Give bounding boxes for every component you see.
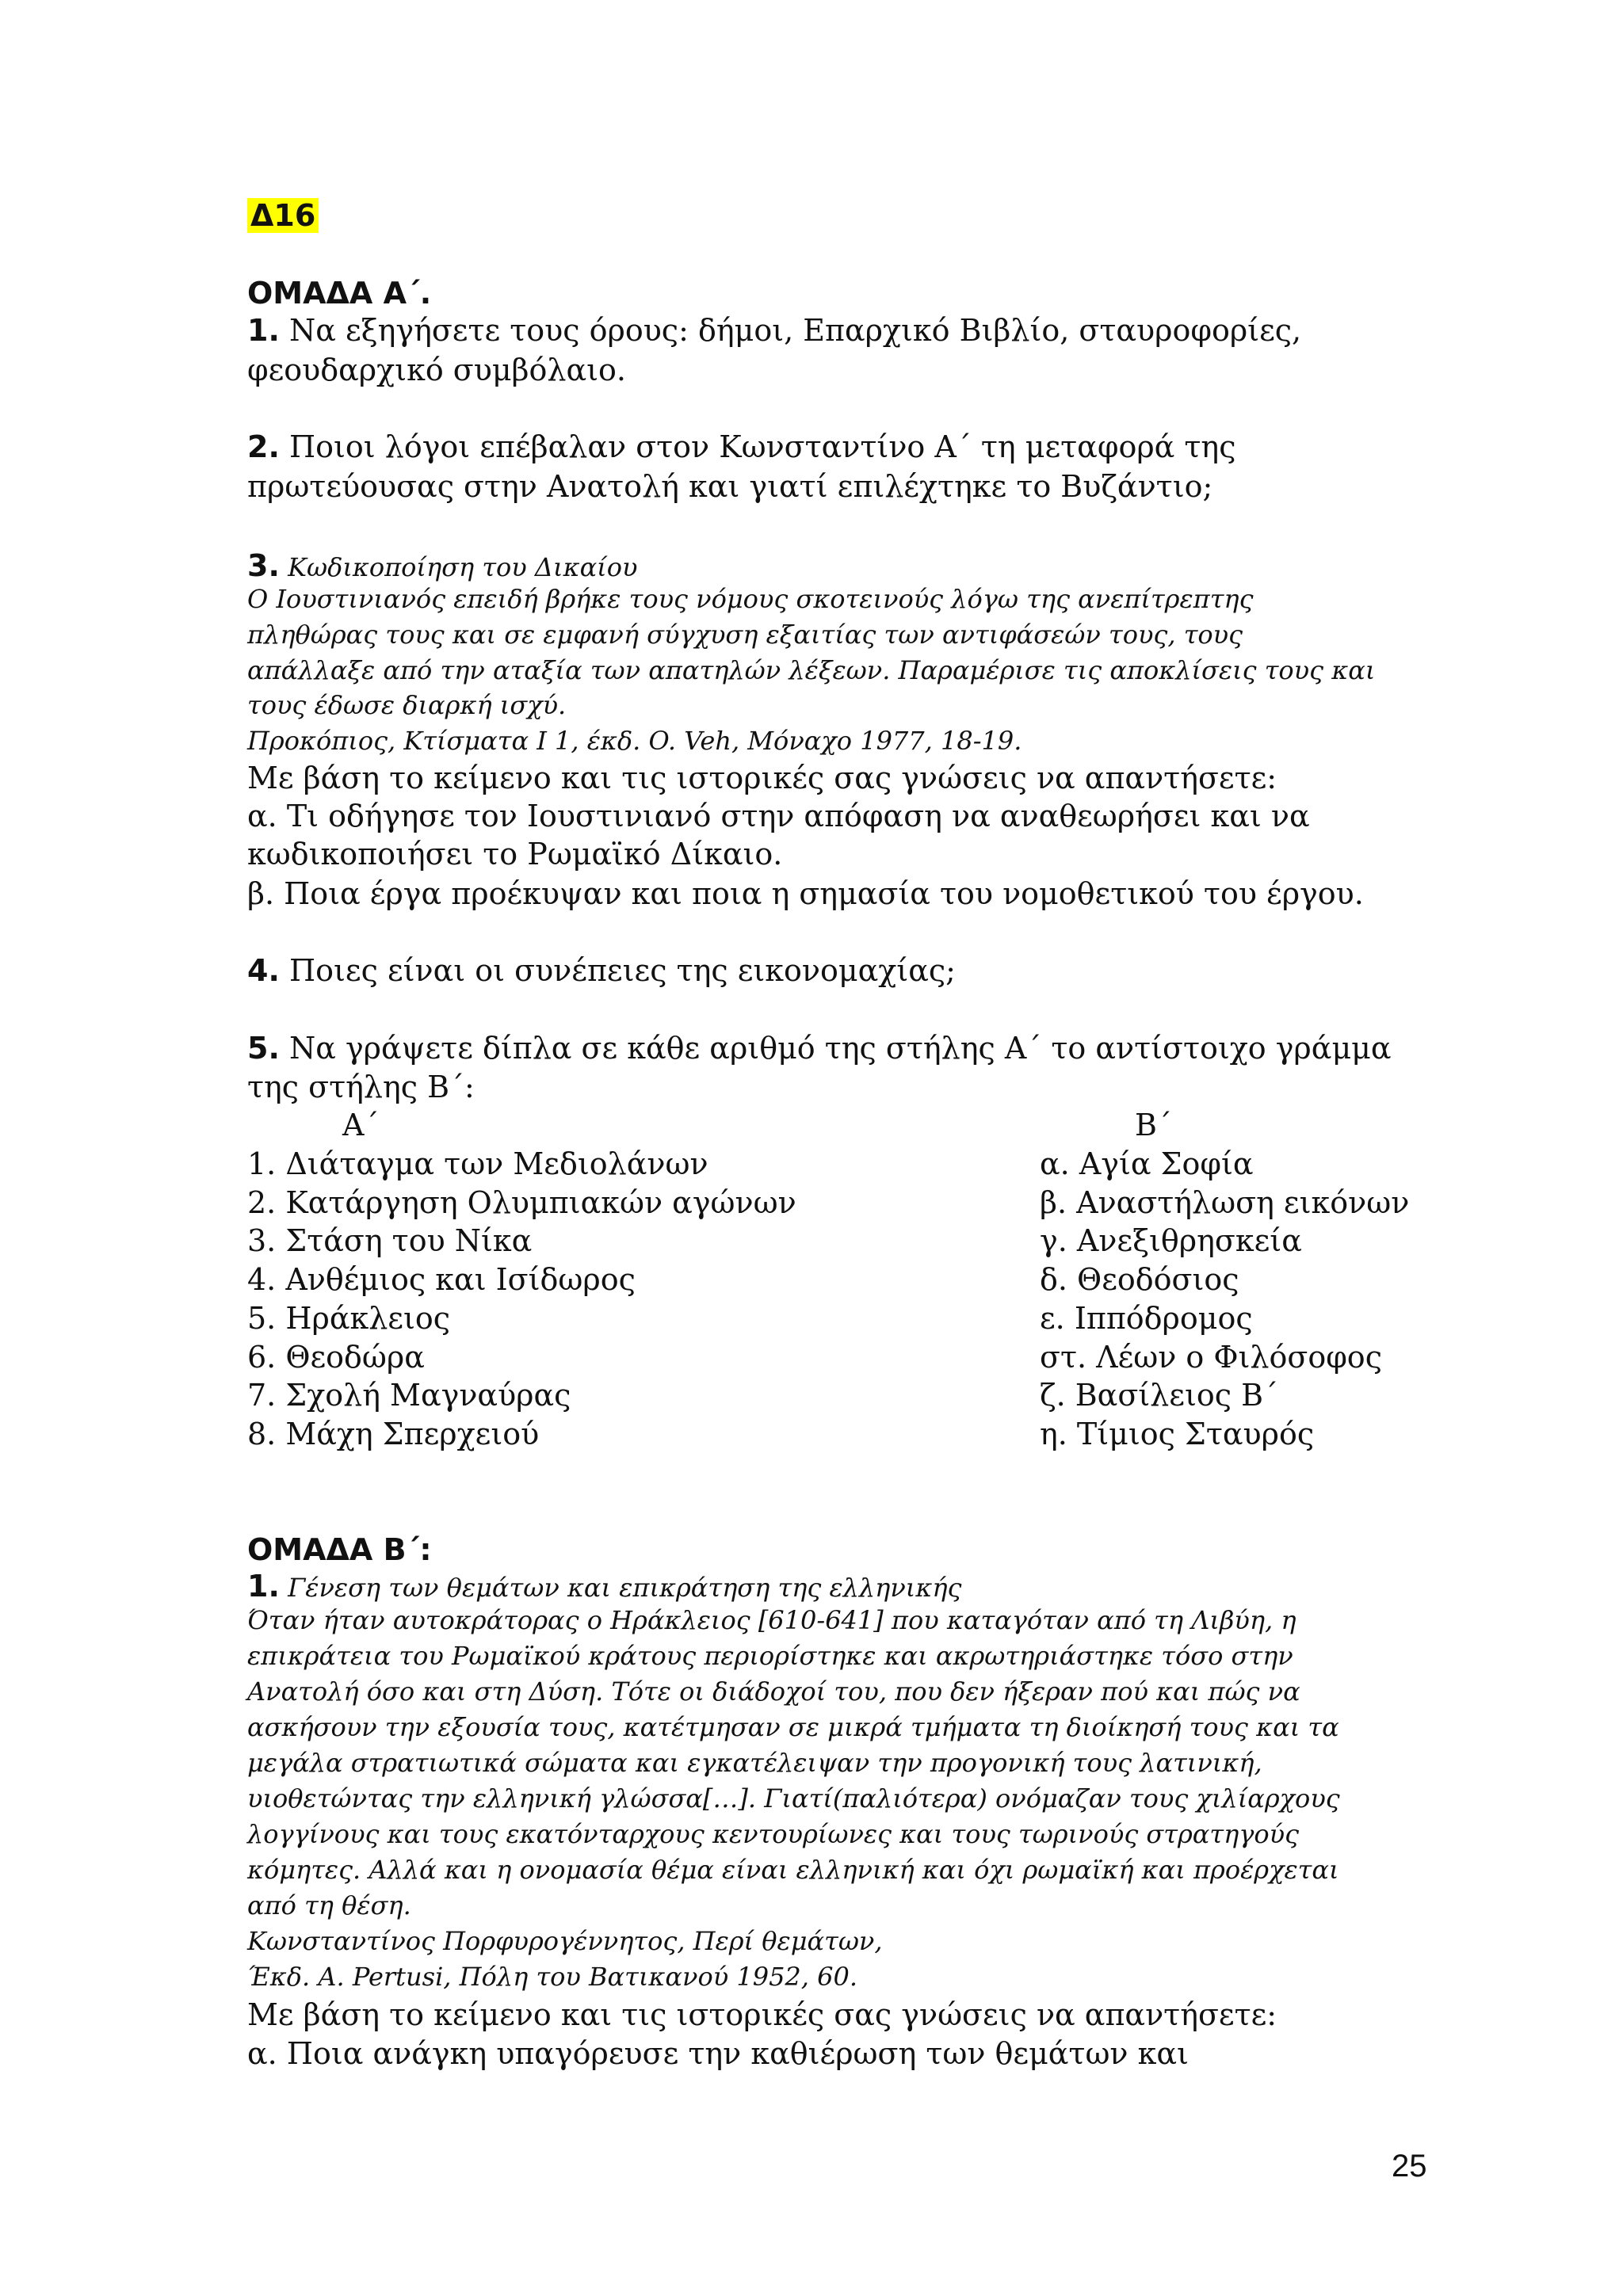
column-b-item: ε. Ιππόδρομος [1040,1301,1253,1336]
question-text: Να εξηγήσετε τους όρους: δήμοι, Επαρχικό Βιβλίο, σταυροφορίες, [288,313,1302,348]
source-title: Γένεση των θεμάτων και επικράτηση της ελληνικής [288,1573,962,1603]
question-text: Ποιοι λόγοι επέβαλαν στον Κωνσταντίνο Α΄ τη μεταφορά της [288,429,1236,464]
group-b-q1-source-line: ασκήσουν την εξουσία τους, κατέτμησαν σε μικρά τμήματα τη διοίκησή τους και τα [247,1712,1339,1742]
question-number: 5. [247,1031,280,1066]
column-a-item: 4. Ανθέμιος και Ισίδωρος [247,1262,636,1297]
group-b-q1-source-line: μεγάλα στρατιωτικά σώματα και εγκατέλειψαν την προγονική τους λατινική, [247,1748,1262,1778]
group-a-q3-prompt: Με βάση το κείμενο και τις ιστορικές σας γνώσεις να απαντήσετε: [247,761,1277,795]
group-a-q4 [247,952,956,990]
column-b-item: δ. Θεοδόσιος [1040,1262,1239,1297]
group-a-q3-title [247,547,637,585]
group-a-q3-source-line: Ο Ιουστινιανός επειδή βρήκε τους νόμους σκοτεινούς λόγω της ανεπίτρεπτης [247,584,1254,614]
group-a-q3-subquestion-b: β. Ποια έργα προέκυψαν και ποια η σημασία του νομοθετικού του έργου. [247,876,1364,911]
group-a-q5-line1 [247,1029,1392,1067]
source-title: Κωδικοποίηση του Δικαίου [288,552,638,582]
group-a-q1-line2: φεουδαρχικό συμβόλαιο. [247,353,626,387]
column-a-item: 6. Θεοδώρα [247,1340,425,1375]
group-b-q1-source-line: από τη θέση. [247,1890,411,1920]
column-b-item: στ. Λέων ο Φιλόσοφος [1040,1340,1382,1375]
document-label [247,196,319,235]
question-number: 4. [247,953,280,988]
group-a-q3-source-line: απάλλαξε από την αταξία των απατηλών λέξεων. Παραμέρισε τις αποκλίσεις τους και [247,655,1376,685]
column-b-item: α. Αγία Σοφία [1040,1146,1254,1181]
highlighted-label: Δ16 [247,198,319,233]
group-a-q2-line2: πρωτεύουσας στην Ανατολή και γιατί επιλέχτηκε το Βυζάντιο; [247,469,1213,504]
group-b-q1-citation: Έκδ. A. Pertusi, Πόλη του Βατικανού 1952, 60. [247,1962,858,1992]
question-text: Να γράψετε δίπλα σε κάθε αριθμό της στήλης Α΄ το αντίστοιχο γράμμα [288,1031,1392,1066]
group-b-q1-title [247,1567,961,1606]
column-a-item: 1. Διάταγμα των Μεδιολάνων [247,1146,708,1181]
column-b-item: γ. Ανεξιθρησκεία [1040,1223,1302,1258]
group-a-q3-source-line: τους έδωσε διαρκή ισχύ. [247,690,567,720]
question-number: 3. [247,548,280,583]
group-b-q1-subquestion-a: α. Ποια ανάγκη υπαγόρευσε την καθιέρωση των θεμάτων και [247,2036,1189,2071]
group-a-q3-subquestion-a: α. Τι οδήγησε τον Ιουστινιανό στην απόφαση να αναθεωρήσει και να [247,799,1310,833]
group-a-q5-line2: της στήλης Β΄: [247,1070,475,1104]
group-a-q3-subquestion-a-cont: κωδικοποιήσει το Ρωμαϊκό Δίκαιο. [247,837,783,871]
group-b-q1-source-line: υιοθετώντας την ελληνική γλώσσα[…]. Γιατί(παλιότερα) ονόμαζαν τους χιλίαρχους [247,1783,1340,1814]
column-a-item: 2. Κατάργηση Ολυμπιακών αγώνων [247,1185,796,1220]
group-b-q1-source-line: επικράτεια του Ρωμαϊκού κράτους περιορίστηκε και ακρωτηριάστηκε τόσο στην [247,1641,1293,1671]
group-b-q1-citation: Κωνσταντίνος Πορφυρογέννητος, Περί θεμάτων, [247,1926,883,1956]
group-b-q1-source-line: λογγίνους και τους εκατόνταρχους κεντουρίωνες και τους τωρινούς στρατηγούς [247,1819,1300,1849]
column-b-item: β. Αναστήλωση εικόνων [1040,1185,1410,1220]
group-b-q1-prompt: Με βάση το κείμενο και τις ιστορικές σας γνώσεις να απαντήσετε: [247,1997,1277,2032]
question-number: 2. [247,429,280,464]
group-a-heading: ΟΜΑΔΑ Α΄. [247,276,432,311]
group-a-q2-line1 [247,428,1235,466]
question-text: Ποιες είναι οι συνέπειες της εικονομαχίας; [288,953,956,988]
column-a-item: 7. Σχολή Μαγναύρας [247,1378,571,1413]
group-b-q1-source-line: Όταν ήταν αυτοκράτορας ο Ηράκλειος [610-641] που καταγόταν από τη Λιβύη, η [247,1605,1296,1635]
group-a-q1-line1 [247,311,1301,349]
question-number: 1. [247,1569,280,1604]
group-b-q1-source-line: κόμητες. Αλλά και η ονομασία θέμα είναι ελληνική και όχι ρωμαϊκή και προέρχεται [247,1855,1339,1885]
column-a-item: 5. Ηράκλειος [247,1301,451,1336]
column-b-item: η. Τίμιος Σταυρός [1040,1417,1315,1451]
column-b-header: Β΄ [1135,1108,1172,1142]
group-a-q3-citation: Προκόπιος, Κτίσματα Ι 1, έκδ. O. Veh, Μόναχο 1977, 18-19. [247,726,1022,756]
question-number: 1. [247,313,280,348]
group-a-q3-source-line: πληθώρας τους και σε εμφανή σύγχυση εξαιτίας των αντιφάσεών τους, τους [247,620,1243,650]
column-b-item: ζ. Βασίλειος Β΄ [1040,1378,1279,1413]
group-b-q1-source-line: Ανατολή όσο και στη Δύση. Τότε οι διάδοχοί του, που δεν ήξεραν πού και πώς να [247,1676,1300,1707]
column-a-header: Α΄ [342,1108,380,1142]
column-a-item: 8. Μάχη Σπερχειού [247,1417,540,1451]
page-number: 25 [1392,2149,1427,2183]
column-a-item: 3. Στάση του Νίκα [247,1223,533,1258]
group-b-heading: ΟΜΑΔΑ Β΄: [247,1532,432,1567]
